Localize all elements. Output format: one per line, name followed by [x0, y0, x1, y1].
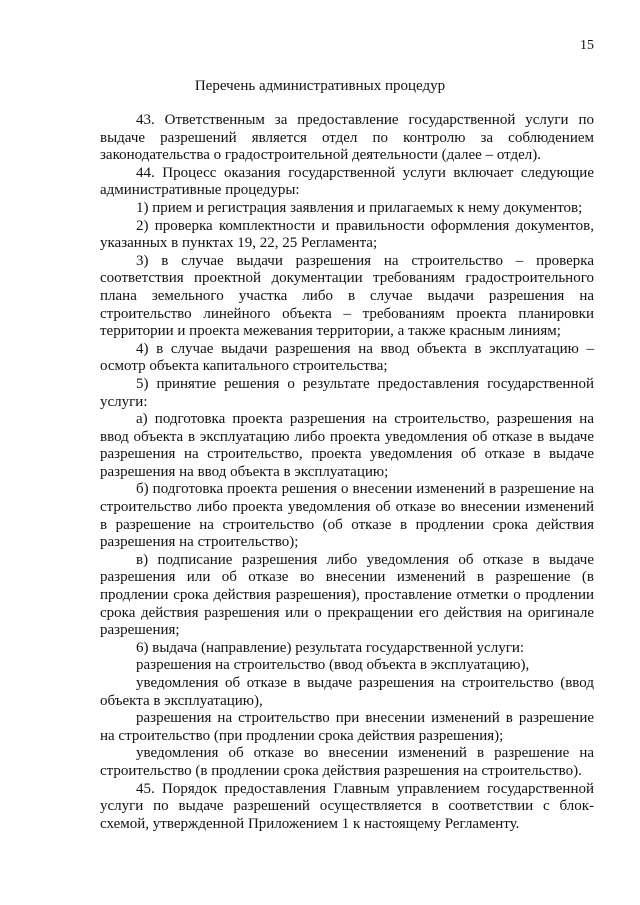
section-title: Перечень административных процедур	[194, 78, 446, 94]
procedure-item-2: 2) проверка комплектности и правильности оформления документов, указанных в пунктах 19, 22, 25 Регламента;	[100, 217, 594, 252]
subitem-a: а) подготовка проекта разрешения на строительство, разрешения на ввод объекта в эксплуатацию либо проекта уведомления об отказе в выдаче разрешения на строительство, проекта уведомления об отказе в выдаче разрешения на ввод объекта в эксплуатацию;	[100, 411, 594, 480]
paragraph-43: 43. Ответственным за предоставление государственной услуги по выдаче разрешений является отдел по контролю за соблюдением законодательства о градостроительной деятельности (далее – отдел).	[100, 112, 594, 164]
result-item-3: разрешения на строительство при внесении изменений в разрешение на строительство (при продлении срока действия разрешения);	[100, 710, 594, 744]
paragraph-45: 45. Порядок предоставления Главным управлением государственной услуги по выдаче разрешений осуществляется в соответствии с блок-схемой, утвержденной Приложением 1 к настоящему Регламенту.	[100, 780, 594, 832]
procedure-item-4: 4) в случае выдачи разрешения на ввод объекта в эксплуатацию – осмотр объекта капитального строительства;	[100, 340, 594, 375]
subitem-v: в) подписание разрешения либо уведомления об отказе в выдаче разрешения или об отказе во внесении изменений в разрешение (в продлении срока действия разрешения), проставление отметки о продлении срока действия разрешения или о прекращении его действия на оригинале разрешения;	[100, 551, 594, 639]
result-item-2: уведомления об отказе в выдаче разрешения на строительство (ввод объекта в эксплуатацию),	[100, 675, 594, 709]
paragraph-44: 44. Процесс оказания государственной услуги включает следующие административные процедуры:	[100, 164, 594, 199]
result-item-4: уведомления об отказе во внесении изменений в разрешение на строительство (в продлении срока действия разрешения на строительство).	[100, 745, 594, 779]
result-item-1: разрешения на строительство (ввод объекта в эксплуатацию),	[136, 657, 530, 674]
subitem-b: б) подготовка проекта решения о внесении изменений в разрешение на строительство либо проекта уведомления об отказе во внесении изменений в разрешение на строительство (об отказе в продлении срока действия разрешения на строительство);	[100, 481, 594, 551]
procedure-item-3: 3) в случае выдачи разрешения на строительство – проверка соответствия проектной документации требованиям градостроительного плана земельного участка либо в случае выдачи разрешения на строительство линейного объекта – требованиям проекта планировки территории и проекта межевания территории, а также красным линиям;	[100, 252, 594, 340]
procedure-item-6: 6) выдача (направление) результата государственной услуги:	[136, 639, 525, 656]
page-number: 15	[580, 38, 594, 53]
procedure-item-5: 5) принятие решения о результате предоставления государственной услуги:	[100, 375, 594, 410]
procedure-item-1: 1) прием и регистрация заявления и прилагаемых к нему документов;	[136, 199, 583, 216]
document-body	[100, 112, 594, 833]
